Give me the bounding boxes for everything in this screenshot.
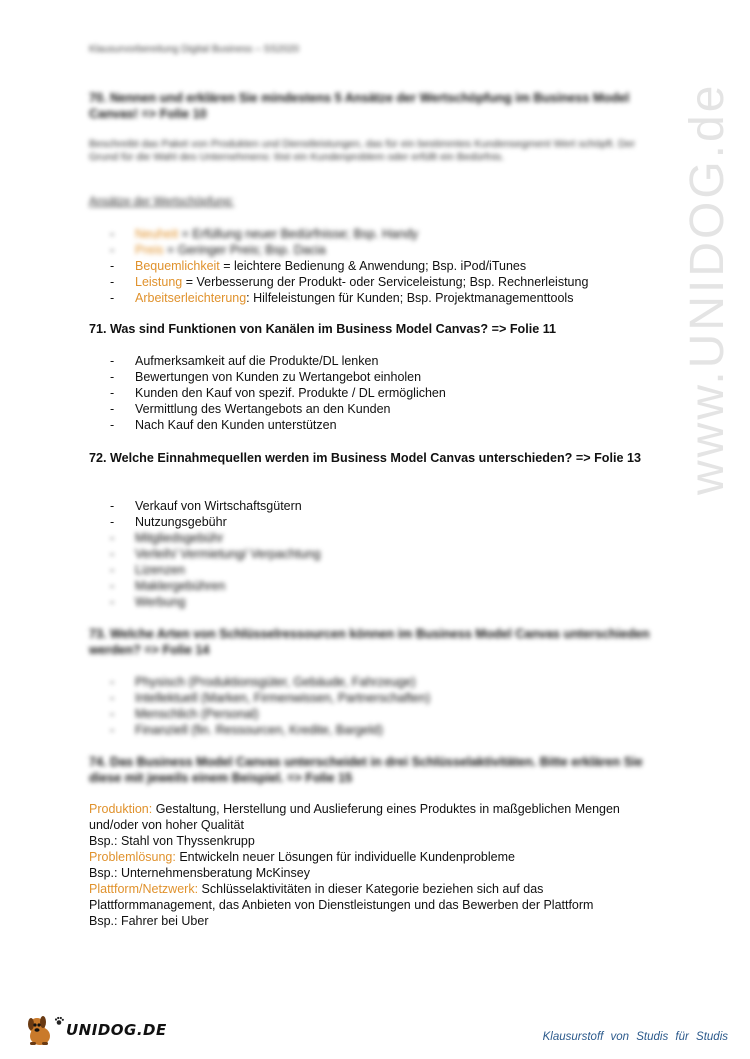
question-70-title: 70. Nennen und erklären Sie mindestens 5 Ansätze der Wertschöpfung im Business Model Canvas! => Folie 10 (89, 91, 630, 121)
answer-term: Produktion: (89, 802, 153, 816)
question-71-list (110, 353, 670, 433)
question-74-answer (89, 801, 659, 929)
list-item-text: = Geringer Preis; Bsp. Dacia (163, 243, 326, 257)
question-70-subhead: Ansätze der Wertschöpfung: (89, 196, 234, 208)
answer-example: Bsp.: Unternehmensberatung McKinsey (89, 866, 310, 880)
list-item: - Vermittlung des Wertangebots an den Kunden (110, 401, 670, 417)
list-item: - Nach Kauf den Kunden unterstützen (110, 417, 670, 433)
answer-text: Entwickeln neuer Lösungen für individuelle Kundenprobleme (175, 850, 515, 864)
list-item: - Finanziell (fin. Ressourcen, Kredite, Bargeld) (110, 722, 670, 738)
list-item (110, 226, 670, 242)
list-item: - Lizenzen (110, 562, 670, 578)
list-item: - Werbung (110, 594, 670, 610)
list-item (110, 274, 670, 290)
answer-example: Bsp.: Fahrer bei Uber (89, 914, 209, 928)
answer-entry (89, 881, 659, 913)
list-item: - Menschlich (Personal) (110, 706, 670, 722)
list-item-term: Leistung (135, 275, 183, 289)
list-item: - Bewertungen von Kunden zu Wertangebot einholen (110, 369, 670, 385)
list-item: - Aufmerksamkeit auf die Produkte/DL lenken (110, 353, 670, 369)
logo-text: UNIDOG.DE (66, 1021, 167, 1039)
dog-mascot-icon (22, 1012, 58, 1048)
list-item-text: = Verbesserung der Produkt- oder Serviceleistung; Bsp. Rechnerleistung (182, 275, 589, 289)
paw-icon (54, 1016, 64, 1026)
answer-text: Gestaltung, Herstellung und Auslieferung eines Produktes in maßgeblichen Mengen und/oder von hoher Qualität (89, 802, 620, 832)
answer-example: Bsp.: Stahl von Thyssenkrupp (89, 834, 255, 848)
footer-slogan: Klausurstoff von Studis für Studis (542, 1031, 728, 1043)
list-item: - Mitgliedsgebühr (110, 530, 670, 546)
list-item (110, 290, 670, 306)
list-item (110, 242, 670, 258)
question-71-title: 71. Was sind Funktionen von Kanälen im Business Model Canvas? => Folie 11 (89, 322, 557, 336)
list-item (110, 258, 670, 274)
answer-term: Plattform/Netzwerk: (89, 882, 199, 896)
list-item-term: Neuheit (135, 227, 179, 241)
list-item: - Maklergebühren (110, 578, 670, 594)
question-74-title: 74. Das Business Model Canvas unterscheidet in drei Schlüsselaktivitäten. Bitte erklären Sie diese mit jeweils einem Beispiel. => Folie 15 (89, 755, 643, 785)
answer-entry (89, 849, 659, 865)
answer-text: Schlüsselaktivitäten in dieser Kategorie beziehen sich auf das Plattformmanagement, das Anbieten von Dienstleistungen und das Bewerben der Plattform (89, 882, 594, 912)
question-73-list (110, 674, 670, 738)
list-item: - Verkauf von Wirtschaftsgütern (110, 498, 670, 514)
question-72-list (110, 498, 670, 610)
list-item: - Intellektuell (Marken, Firmenwissen, Partnerschaften) (110, 690, 670, 706)
answer-term: Problemlösung: (89, 850, 176, 864)
list-item-text: = leichtere Bedienung & Anwendung; Bsp. iPod/iTunes (219, 259, 527, 273)
answer-entry (89, 801, 659, 833)
list-item: - Physisch (Produktionsgüter, Gebäude, Fahrzeuge) (110, 674, 670, 690)
list-item: - Kunden den Kauf von spezif. Produkte / DL ermöglichen (110, 385, 670, 401)
question-70-intro: Beschreibt das Paket von Produkten und Dienstleistungen, das für ein bestimmtes Kundensegment Wert schöpft. Der Grund für die Wahl des Unternehmens: löst ein Kundenproblem oder erfüllt ein Bedürfnis. (89, 138, 636, 163)
watermark: www.UNIDOG.de (681, 82, 734, 495)
list-item-term: Preis (135, 243, 164, 257)
list-item-text: : Hilfeleistungen für Kunden; Bsp. Projektmanagementtools (246, 291, 574, 305)
list-item-term: Bequemlichkeit (135, 259, 220, 273)
question-72-title: 72. Welche Einnahmequellen werden im Business Model Canvas unterschieden? => Folie 13 (89, 451, 641, 465)
list-item: - Nutzungsgebühr (110, 514, 670, 530)
list-item: - Verleih/ Vermietung/ Verpachtung (110, 546, 670, 562)
question-73-title: 73. Welche Arten von Schlüsselressourcen können im Business Model Canvas unterschieden werden? => Folie 14 (89, 627, 650, 657)
page-header: Klausurvorbereitung Digital Business – SS2020 (89, 44, 300, 55)
list-item-term: Arbeitserleichterung (135, 291, 247, 305)
list-item-text: = Erfüllung neuer Bedürfnisse; Bsp. Handy (178, 227, 419, 241)
unidog-logo (22, 1012, 167, 1048)
question-70-list (110, 226, 670, 306)
